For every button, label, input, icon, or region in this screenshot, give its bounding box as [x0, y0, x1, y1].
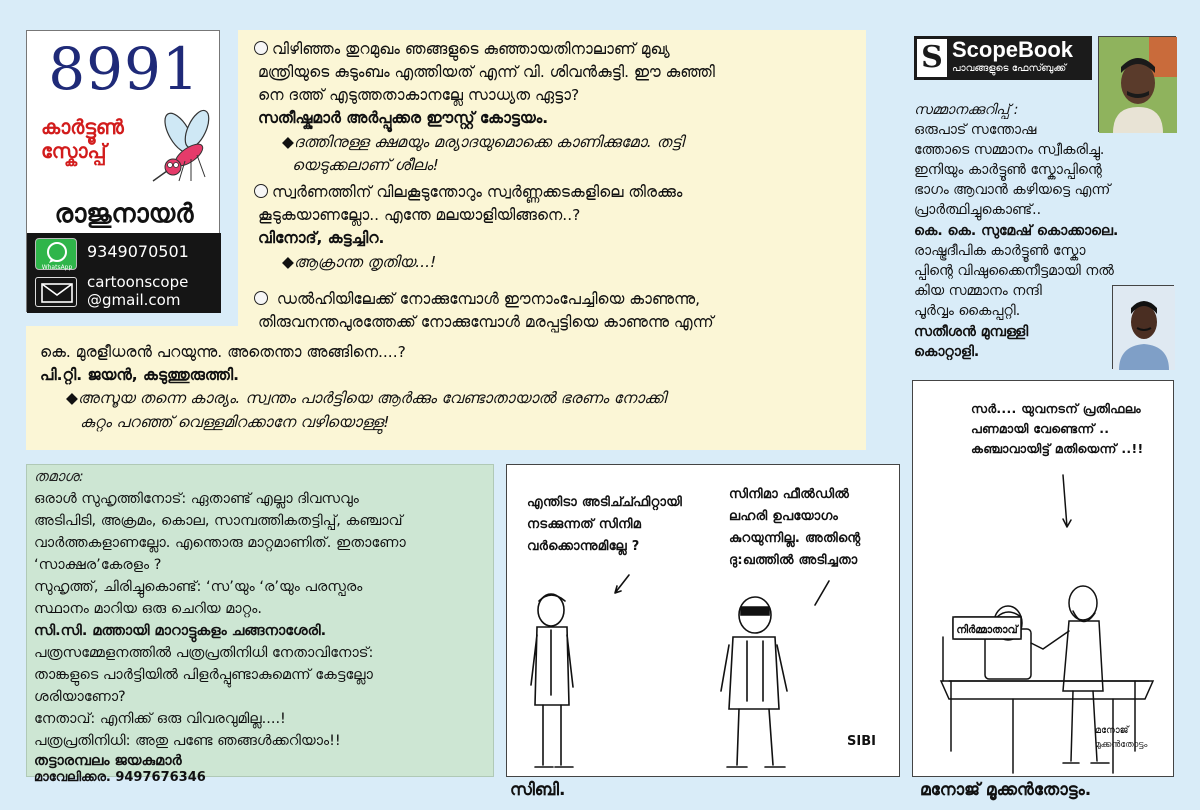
cartoon-manoj-signature: മുക്കൻതോട്ടം [1095, 740, 1148, 750]
letter-2-reply: ◆ആക്രാന്ത തൃതിയ...! [282, 253, 437, 271]
joke-1-line: ഒരാൾ സുഹൃത്തിനോട്: ഏതാണ്ട് എല്ലാ ദിവസവും [34, 491, 359, 507]
joke-2-line: താങ്കളുടെ പാർട്ടിയിൽ പിളർപ്പുണ്ടാകുമെന്ന് കേട്ടല്ലോ [34, 667, 373, 683]
letter-1-author: സതീഷ്കുമാർ അർപ്പൂക്കര ഈസ്റ്റ് കോട്ടയം. [258, 109, 549, 127]
letter-3-line-1: ഡൽഹിയിലേക്ക് നോക്കുമ്പോൾ ഈനാംപേച്ചിയെ കാണുന്നു, [254, 288, 700, 311]
cartoon-manoj-signature: മനോജ് [1095, 725, 1129, 736]
speech-line: സർ.... യുവനടന് പ്രതിഫലം [971, 401, 1141, 416]
bullet-circle-icon [254, 291, 268, 305]
letter-3-author: പി.റ്റി. ജയൻ, കടുത്തുരുത്തി. [40, 366, 239, 384]
bullet-circle-icon [254, 41, 268, 55]
email-address-part-2[interactable]: @gmail.com [87, 291, 181, 309]
masthead [26, 30, 220, 312]
joke-1-line: അടിപിടി, അക്രമം, കൊല, സാമ്പത്തികതട്ടിപ്പ്, കഞ്ചാവ് [34, 513, 403, 529]
columnist-name: രാജുനായർ [54, 199, 194, 229]
gift-note-line: ത്തോടെ സമ്മാനം സ്വീകരിച്ചു. [914, 142, 1105, 158]
joke-1-line: ‘സാക്ഷര’കേരളം ? [34, 557, 162, 573]
joke-1-author: സി.സി. മത്തായി മാറാട്ടുകളം ചങ്ങനാശേരി. [34, 623, 327, 639]
brand-line-2: സ്കോപ്പ് [41, 139, 107, 163]
gift-note-line: ഒരുപാട് സന്തോഷ [914, 122, 1037, 138]
speech-right-line: സിനിമാ ഫീൽഡിൽ [729, 487, 850, 502]
phone-number: 9349070501 [87, 242, 189, 261]
letter-3-line-2: തിരുവനന്തപുരത്തേക്ക് നോക്കുമ്പോൾ മരപ്പട്ടിയെ കാണുന്നു എന്ന് [258, 313, 714, 331]
speech-line: പണമായി വേണ്ടെന്ന് .. [971, 421, 1110, 436]
contact-panel [27, 233, 221, 313]
letter-3-reply-line-1: ◆അസൂയ തന്നെ കാര്യം. സ്വന്തം പാർട്ടിയെ ആർക്കും വേണ്ടാതായാൽ ഭരണം നോക്കി [66, 389, 666, 407]
speech-right-line: ദു:ഖത്തിൽ അടിച്ചതാ [729, 553, 858, 568]
scopebook-logo [914, 36, 1092, 80]
letter-1-line-1: വിഴിഞ്ഞം തുറമുഖം ഞങ്ങളുടെ കുഞ്ഞായതിനാലാണ് മുഖ്യ [254, 38, 670, 61]
cartoon-sibi [506, 464, 900, 777]
author-photo [1098, 36, 1176, 132]
letter-2-line-1: സ്വർണത്തിന് വിലകൂടുന്തോറും സ്വർണ്ണക്കടകളിലെ തിരക്കും [254, 181, 682, 204]
masthead-number: 8991 [48, 35, 200, 103]
joke-2-line: പത്രപ്രതിനിധി: അതു പണ്ടേ ഞങ്ങൾക്കറിയാം!! [34, 733, 341, 749]
letter-2-line-2: കൂടുകയാണല്ലോ.. എന്തേ മലയാളിയിങ്ങനെ..? [258, 206, 581, 224]
speech-left-line: വർക്കൊന്നുമില്ലേ ? [527, 539, 640, 554]
cartoon-sibi-credit: സിബി. [510, 780, 566, 800]
whatsapp-label: WhatsApp [41, 264, 73, 271]
letter-1-reply-line-2: യെടുക്കലാണ് ശീലം! [292, 156, 439, 174]
joke-2-author-place: മാവേലിക്കര. 9497676346 [34, 770, 206, 785]
speech-left-line: നടക്കുന്നത് സിനിമ [527, 517, 642, 532]
scopebook-tagline: പാവങ്ങളുടെ ഫേസ്ബുക്ക് [952, 63, 1067, 74]
brand-line-1: കാർട്ടൂൺ [41, 115, 124, 139]
speech-left-line: എന്തിടാ അടിച്ച്ഫിറ്റായി [527, 495, 683, 510]
jokes-heading: തമാശ: [34, 469, 84, 485]
joke-1-line: വാർത്തകളാണല്ലോ. എന്തൊരു മാറ്റമാണിത്. ഇതാണോ [34, 535, 406, 551]
gift-note-line: പ്രാർത്ഥിച്ചുകൊണ്ട്.. [914, 202, 1042, 218]
gift-note-author-2: സതീശൻ മുമ്പള്ളി [914, 324, 1029, 340]
mosquito-icon [149, 107, 219, 187]
cartoon-manoj [912, 380, 1174, 777]
gift-note-line: രാഷ്ട്രദീപിക കാർട്ടൂൺ സ്കോ [914, 243, 1086, 259]
letter-1-line-3: നെ ദത്ത് എടുത്തതാകാനല്ലേ സാധ്യത ഏട്ടാ? [258, 86, 580, 104]
email-address-part-1[interactable]: cartoonscope [87, 273, 189, 291]
letter-2-author: വിനോദ്, കട്ടച്ചിറ. [258, 229, 385, 247]
joke-2-line: ശരിയാണോ? [34, 689, 126, 705]
cartoon-sibi-signature: SIBI [847, 734, 876, 749]
scopebook-logo-letter: S [917, 39, 947, 77]
winner-photo [1112, 285, 1174, 369]
speech-right-line: ലഹരി ഉപയോഗം [729, 509, 839, 524]
email-icon [35, 277, 77, 307]
whatsapp-icon [35, 238, 77, 270]
letter-1-reply-line-1: ◆ദത്തിനുള്ള ക്ഷമയും മര്യാദയുമൊക്കെ കാണിക്കുമോ. തട്ടി [282, 133, 684, 151]
gift-note-heading: സമ്മാനക്കുറിപ്പ് : [914, 102, 1019, 118]
bullet-circle-icon [254, 184, 268, 198]
joke-2-line: നേതാവ്: എനിക്ക് ഒരു വിവരവുമില്ല....! [34, 711, 286, 727]
gift-note-line: പൂർവ്വം കൈപ്പറ്റി. [914, 303, 1021, 319]
joke-1-line: സുഹൃത്ത്, ചിരിച്ചുകൊണ്ട്: ‘സ’യും ‘ര’യും പരസ്പരം [34, 579, 363, 595]
speech-line: കഞ്ചാവായിട്ട് മതിയെന്ന് ..!! [971, 441, 1144, 456]
letter-1-line-2: മന്ത്രിയുടെ കുടുംബം എത്തിയത് എന്ന് വി. ശിവൻകുട്ടി. ഈ കുഞ്ഞി [258, 63, 715, 81]
joke-2-author: തട്ടാരമ്പലം ജയകുമാർ [34, 753, 182, 769]
letter-3-reply-line-2: കുറ്റം പറഞ്ഞ് വെള്ളമിറക്കാനേ വഴിയൊള്ളു! [80, 413, 390, 431]
joke-1-line: സ്ഥാനം മാറിയ ഒരു ചെറിയ മാറ്റം. [34, 601, 262, 617]
door-sign-label: നിർമ്മാതാവ് [956, 624, 1018, 636]
cartoon-manoj-drawing [913, 381, 1175, 778]
gift-note-author-2-place: കൊറ്റാളി. [914, 344, 980, 360]
gift-note-author-1: കെ. കെ. സുമേഷ് കൊക്കാലെ. [914, 223, 1119, 239]
letter-3-line-3: കെ. മുരളീധരൻ പറയുന്നു. അതെന്താ അങ്ങിനെ....? [40, 343, 406, 361]
joke-2-line: പത്രസമ്മേളനത്തിൽ പത്രപ്രതിനിധി നേതാവിനോട്: [34, 645, 374, 661]
speech-right-line: കുറയുന്നില്ല. അതിന്റെ [729, 531, 861, 546]
cartoon-manoj-credit: മനോജ് മൂക്കൻതോട്ടം. [920, 780, 1092, 800]
cartoon-sibi-drawing [507, 465, 901, 778]
gift-note-line: പ്പിന്റെ വിഷുക്കൈനീട്ടമായി നൽ [914, 263, 1114, 279]
gift-note-line: ഭാഗം ആവാൻ കഴിയട്ടെ എന്ന് [914, 182, 1111, 198]
gift-note-line: കിയ സമ്മാനം നന്ദി [914, 283, 1042, 299]
gift-note-line: ഇനിയും കാർട്ടൂൺ സ്കോപ്പിന്റെ [914, 162, 1102, 178]
scopebook-title: ScopeBook [952, 37, 1074, 62]
